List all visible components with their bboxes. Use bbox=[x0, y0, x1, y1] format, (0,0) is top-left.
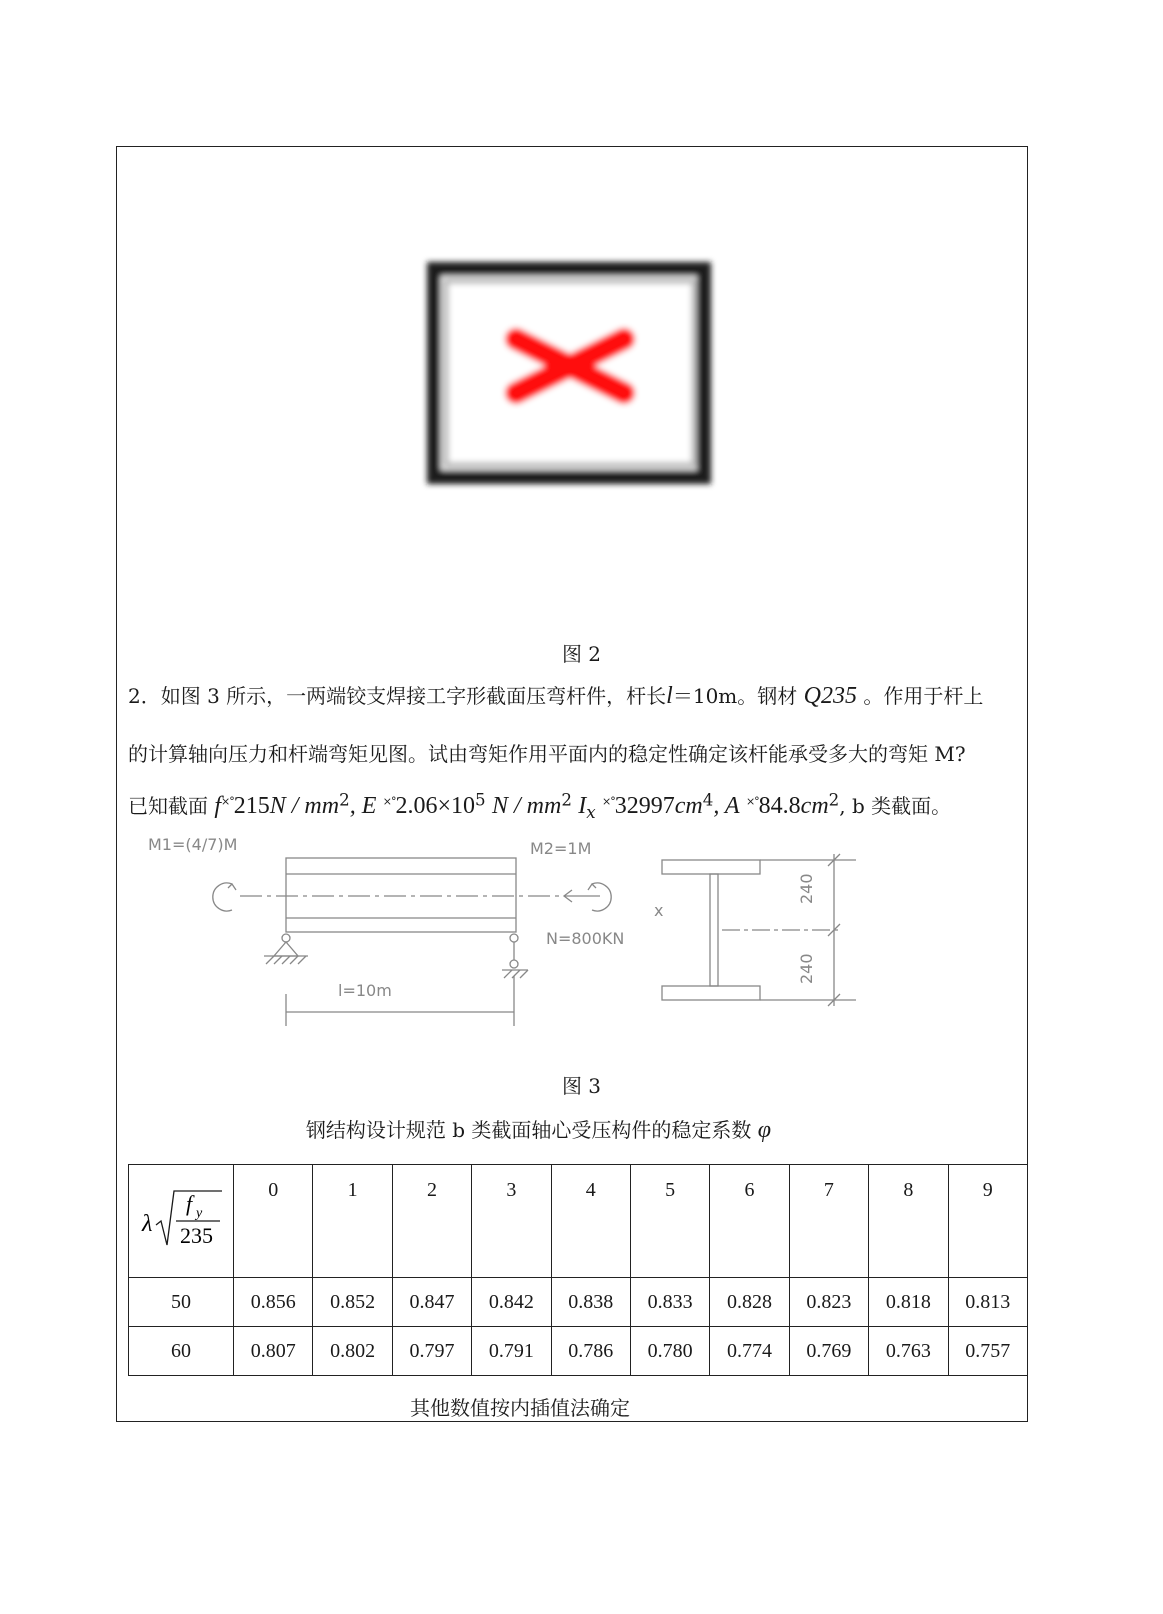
column-header: 7 bbox=[789, 1165, 868, 1278]
n-label: N=800KN bbox=[546, 929, 625, 948]
interpolation-note: 其他数值按内插值法确定 bbox=[410, 1396, 630, 1420]
problem-line-1: 2．如图 3 所示，一两端铰支焊接工字形截面压弯杆件，杆长l＝10m。钢材 Q235 。作用于杆上 bbox=[128, 683, 984, 709]
dim-top-label: 240 bbox=[797, 873, 816, 904]
table-cell: 0.807 bbox=[234, 1327, 313, 1376]
row-label: 60 bbox=[129, 1327, 234, 1376]
column-header: 0 bbox=[234, 1165, 313, 1278]
table-cell: 0.828 bbox=[710, 1278, 789, 1327]
problem-line-2: 的计算轴向压力和杆端弯矩见图。试由弯矩作用平面内的稳定性确定该杆能承受多大的弯矩 M? bbox=[128, 742, 966, 766]
table-cell: 0.774 bbox=[710, 1327, 789, 1376]
figure2-caption: 图 2 bbox=[561, 642, 602, 666]
column-header: 9 bbox=[948, 1165, 1027, 1278]
m2-label: M2=1M bbox=[530, 839, 592, 858]
broken-image-icon bbox=[428, 263, 716, 489]
table-cell: 0.757 bbox=[948, 1327, 1027, 1376]
svg-text:f: f bbox=[186, 1191, 193, 1216]
table-cell: 0.786 bbox=[551, 1327, 630, 1376]
table-cell: 0.823 bbox=[789, 1278, 868, 1327]
table-cell: 0.852 bbox=[313, 1278, 392, 1327]
column-header: 4 bbox=[551, 1165, 630, 1278]
figure3-diagram bbox=[140, 835, 880, 1048]
table-cell: 0.797 bbox=[392, 1327, 471, 1376]
table-cell: 0.818 bbox=[869, 1278, 948, 1327]
figure3-caption: 图 3 bbox=[561, 1074, 602, 1098]
table-row bbox=[129, 1278, 1028, 1327]
column-header: 2 bbox=[392, 1165, 471, 1278]
row-label: 50 bbox=[129, 1278, 234, 1327]
svg-text:y: y bbox=[196, 1206, 203, 1221]
table-cell: 0.791 bbox=[472, 1327, 551, 1376]
table-row bbox=[129, 1327, 1028, 1376]
table-cell: 0.842 bbox=[472, 1278, 551, 1327]
ibeam-web bbox=[710, 874, 718, 986]
length-label: l=10m bbox=[338, 981, 392, 1000]
table-cell: 0.833 bbox=[630, 1278, 709, 1327]
ibeam-bottom-flange bbox=[662, 986, 760, 1000]
roller-support-right bbox=[510, 934, 518, 942]
table-cell: 0.802 bbox=[313, 1327, 392, 1376]
table-cell: 0.813 bbox=[948, 1278, 1027, 1327]
lambda-formula bbox=[136, 1183, 226, 1253]
svg-text:235: 235 bbox=[180, 1223, 213, 1248]
column-header: 3 bbox=[472, 1165, 551, 1278]
pin-support-left bbox=[282, 934, 290, 942]
svg-text:λ: λ bbox=[142, 1211, 153, 1237]
table-cell: 0.780 bbox=[630, 1327, 709, 1376]
table-title: 钢结构设计规范 b 类截面轴心受压构件的稳定系数 φ bbox=[305, 1117, 772, 1143]
lambda-header-cell bbox=[129, 1165, 234, 1278]
table-cell: 0.838 bbox=[551, 1278, 630, 1327]
problem-line-3: 已知截面 $f^{\times^\circ}215N / mm^2$, E $^{\times^\circ}2.06\times 10^5$ N / $mm^2$ $I_x$ $^{\times^\circ}32997cm^4$, A $^{\times^\circ}84.8cm^2$, b 类截面。 bbox=[128, 790, 952, 822]
column-header: 1 bbox=[313, 1165, 392, 1278]
ibeam-top-flange bbox=[662, 860, 760, 874]
column-header: 5 bbox=[630, 1165, 709, 1278]
column-header: 6 bbox=[710, 1165, 789, 1278]
m1-label: M1=(4/7)M bbox=[148, 835, 238, 854]
column-header: 8 bbox=[869, 1165, 948, 1278]
table-cell: 0.763 bbox=[869, 1327, 948, 1376]
table-cell: 0.847 bbox=[392, 1278, 471, 1327]
table-header-row bbox=[129, 1165, 1028, 1278]
table-cell: 0.856 bbox=[234, 1278, 313, 1327]
beam-outline bbox=[286, 858, 516, 932]
dim-bottom-label: 240 bbox=[797, 953, 816, 984]
axis-label: x bbox=[654, 901, 664, 920]
table-cell: 0.769 bbox=[789, 1327, 868, 1376]
stability-coefficient-table bbox=[128, 1164, 1028, 1376]
